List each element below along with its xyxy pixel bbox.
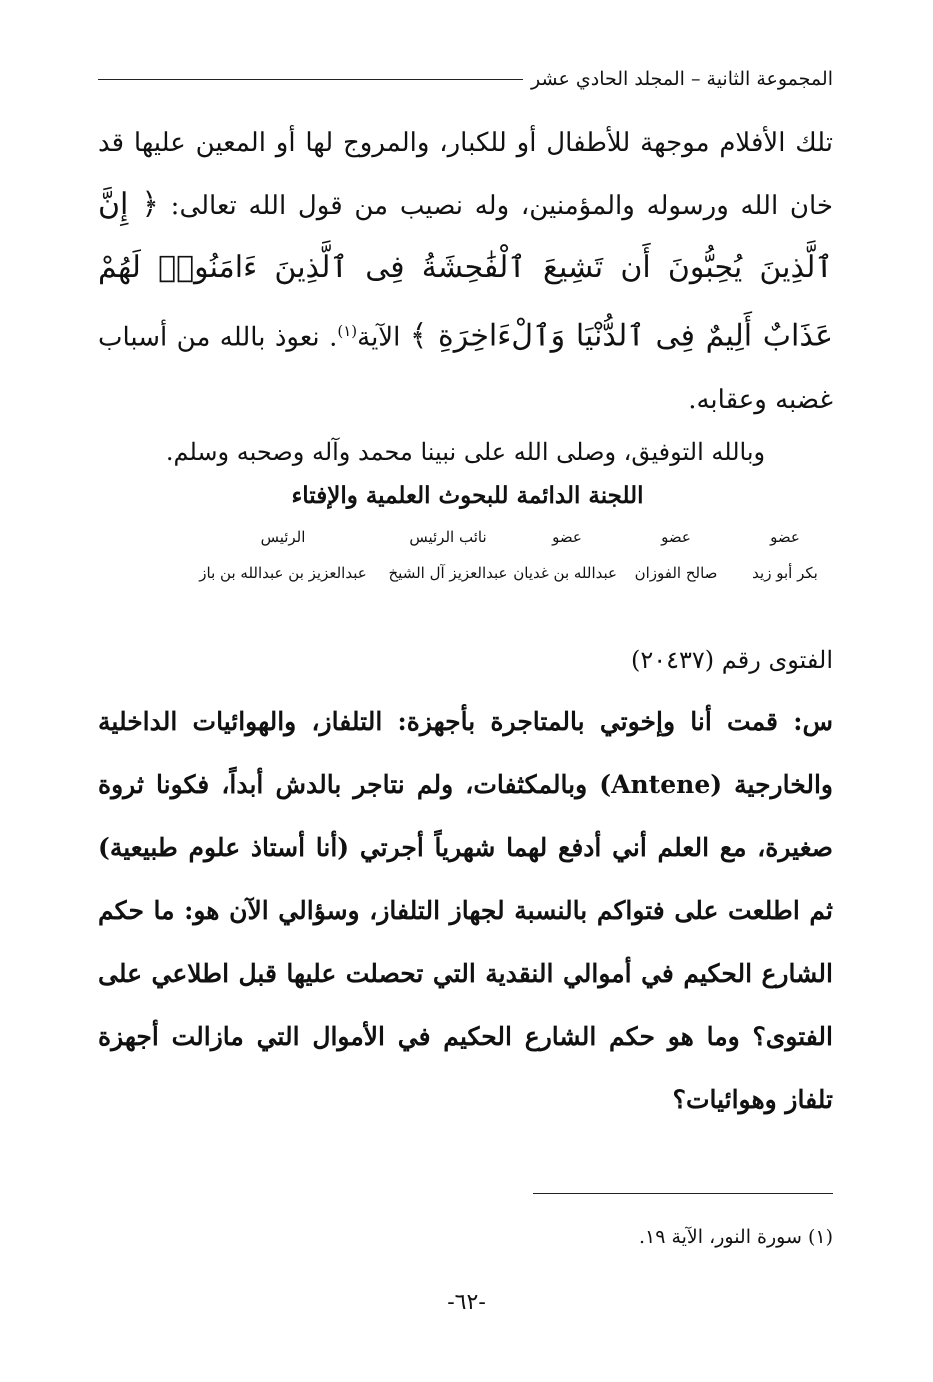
question-paragraph — [98, 690, 833, 1131]
question-prefix: س: — [793, 707, 833, 736]
footnote-marker: (١) — [337, 322, 358, 340]
fatwa-number: الفتوى رقم (٢٠٤٣٧) — [630, 646, 833, 674]
footnote-text: (١) سورة النور، الآية ١٩. — [638, 1226, 833, 1248]
signatory-name: صالح الفوزان — [634, 564, 718, 582]
signatory-title: عضو — [770, 528, 800, 546]
paragraph-tail: . نعوذ بالله من أسباب غضبه وعقابه. — [98, 322, 833, 415]
footnote-separator — [533, 1193, 833, 1194]
signatory-name: بكر أبو زيد — [752, 564, 818, 582]
header-title: المجموعة الثانية – المجلد الحادي عشر — [531, 68, 833, 90]
signatory-title: عضو — [552, 528, 582, 546]
signatory-titles — [100, 528, 835, 550]
signatory-name: عبدالعزيز آل الشيخ — [388, 564, 508, 582]
page-number: -٦٢- — [447, 1290, 486, 1315]
signatory-title: عضو — [661, 528, 691, 546]
question-text: قمت أنا وإخوتي بالمتاجرة بأجهزة: التلفاز، والهوائيات الداخلية والخارجية (Antene) وبالمكثفات، ولم نتاجر بالدش أبداً، فكونا ثروة صغيرة، مع العلم أني أدفع لهما شهرياً أجرتي (أنا أستاذ علوم طبيعية) ثم اطلعت على فتواكم بالنسبة لجهاز التلفاز، وسؤالي الآن هو: ما حكم الشارع الحكيم في أموالي النقدية التي تحصلت عليها قبل اطلاعي على الفتوى؟ وما هو حكم الشارع الحكيم في الأموال التي مازالت أجهزة تلفاز وهوائيات؟ — [98, 707, 833, 1114]
running-header — [98, 64, 833, 94]
committee-name: اللجنة الدائمة للبحوث العلمية والإفتاء — [291, 482, 644, 509]
quran-verse: ﴿ إِنَّ ٱلَّذِينَ يُحِبُّونَ أَن تَشِيعَ ٱلْفَٰحِشَةُ فِى ٱلَّذِينَ ءَامَنُوا۟ لَهُمْ عَذَابٌ أَلِيمٌ فِى ٱلدُّنْيَا وَٱلْءَاخِرَةِ ﴾ — [98, 187, 834, 354]
body-paragraph — [98, 112, 833, 431]
signatory-title: نائب الرئيس — [409, 528, 487, 546]
signatory-name: عبدالعزيز بن عبدالله بن باز — [199, 564, 367, 582]
header-rule — [98, 79, 523, 80]
verse-reference: الآية — [357, 322, 410, 353]
closing-line: وبالله التوفيق، وصلى الله على نبينا محمد وآله وصحبه وسلم. — [165, 438, 766, 466]
signatory-names — [100, 564, 835, 588]
signatory-name: عبدالله بن غديان — [513, 564, 617, 582]
signatory-title: الرئيس — [260, 528, 306, 546]
paragraph-text: تلك الأفلام موجهة للأطفال أو للكبار، والمروج لها أو المعين عليها قد خان الله ورسوله والمؤمنين، وله نصيب من قول الله تعالى: — [98, 128, 834, 221]
